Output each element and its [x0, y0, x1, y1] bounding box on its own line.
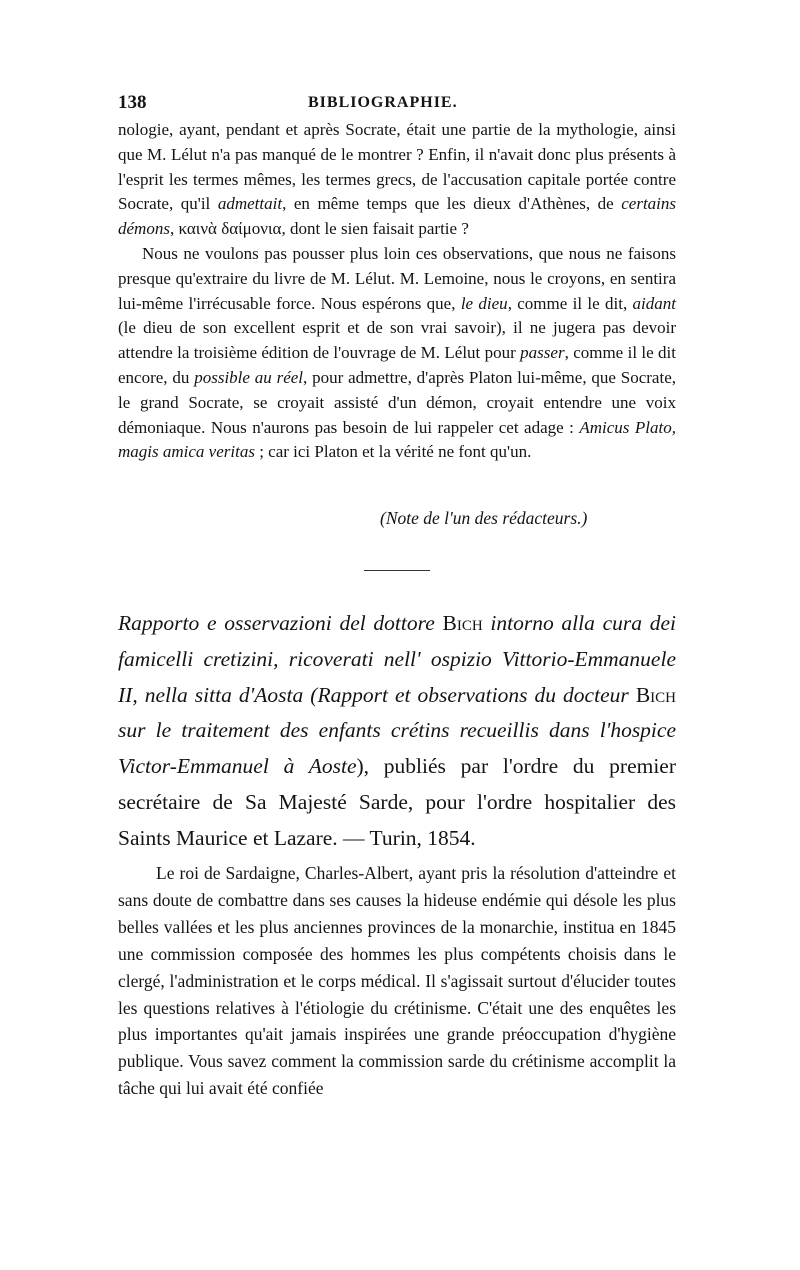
section-divider	[364, 570, 430, 571]
page-header	[118, 92, 678, 116]
review-body	[118, 860, 676, 1102]
greek-phrase: καινὰ δαίμονια	[178, 219, 282, 239]
critique-text	[118, 118, 676, 465]
running-head: BIBLIOGRAPHIE.	[308, 94, 458, 111]
editor-note: (Note de l'un des rédacteurs.)	[380, 508, 588, 528]
paragraph: Nous ne voulons pas pousser plus loin ces observations, que nous ne faisons presque qu'extraire du livre de M. Lélut. M. Lemoine, nous le croyons, en sentira lui-même l'irrécusable force. Nous espérons que, le dieu, comme il le dit, aidant (le dieu de son excellent esprit et de son vrai savoir), il ne jugera pas devoir attendre la troisième édition de l'ouvrage de M. Lélut pour passer, comme il le dit encore, du possible au réel, pour admettre, d'après Platon lui-même, que Socrate, le grand Socrate, se croyait assisté d'un démon, croyait entendre une voix démoniaque. Nous n'aurons pas besoin de lui rappeler cet adage : Amicus Plato, magis amica veritas ; car ici Platon et la vérité ne font qu'un.	[118, 243, 676, 462]
title-text: Rapporto e osservazioni del dottore Bich intorno alla cura dei famicelli cretizini, ricoverati nell' ospizio Vittorio-Emmanuele II, nella sitta d'Aosta (Rapport et observations du docteur Bich sur le traitement des enfants crétins recueillis dans l'hospice Victor-Emmanuel à Aoste), publiés par l'ordre du premier secrétaire de Sa Majesté Sarde, pour l'ordre hospitalier des Saints Maurice et Lazare. — Turin, 1854.	[118, 611, 677, 850]
paragraph: nologie, ayant, pendant et après Socrate, était une partie de la mythologie, ainsi que M. Lélut n'a pas manqué de le montrer ? Enfin, il n'avait donc plus présents à l'esprit les termes mêmes, les termes grecs, de l'accusation capitale portée contre Socrate, qu'il admettait, en même temps que les dieux d'Athènes, de certains démons, καινὰ δαίμονια, dont le sien faisait partie ?	[118, 120, 677, 239]
paragraph: Le roi de Sardaigne, Charles-Albert, ayant pris la résolution d'atteindre et sans doute de combattre dans ses causes la hideuse endémie qui désole les plus belles vallées et les plus anciennes provinces de la monarchie, institua en 1845 une commission composée des hommes les plus compétents choisis dans le clergé, l'administration et le corps médical. Il s'agissait surtout d'élucider toutes les questions relatives à l'étiologie du crétinisme. C'était une des enquêtes les plus importantes qu'ait jamais inspirées une grande préoccupation d'hygiène publique. Vous savez comment la commission sarde du crétinisme accomplit la tâche qui lui avait été confiée	[118, 863, 676, 1099]
page-number: 138	[118, 92, 147, 113]
review-title	[118, 606, 676, 857]
